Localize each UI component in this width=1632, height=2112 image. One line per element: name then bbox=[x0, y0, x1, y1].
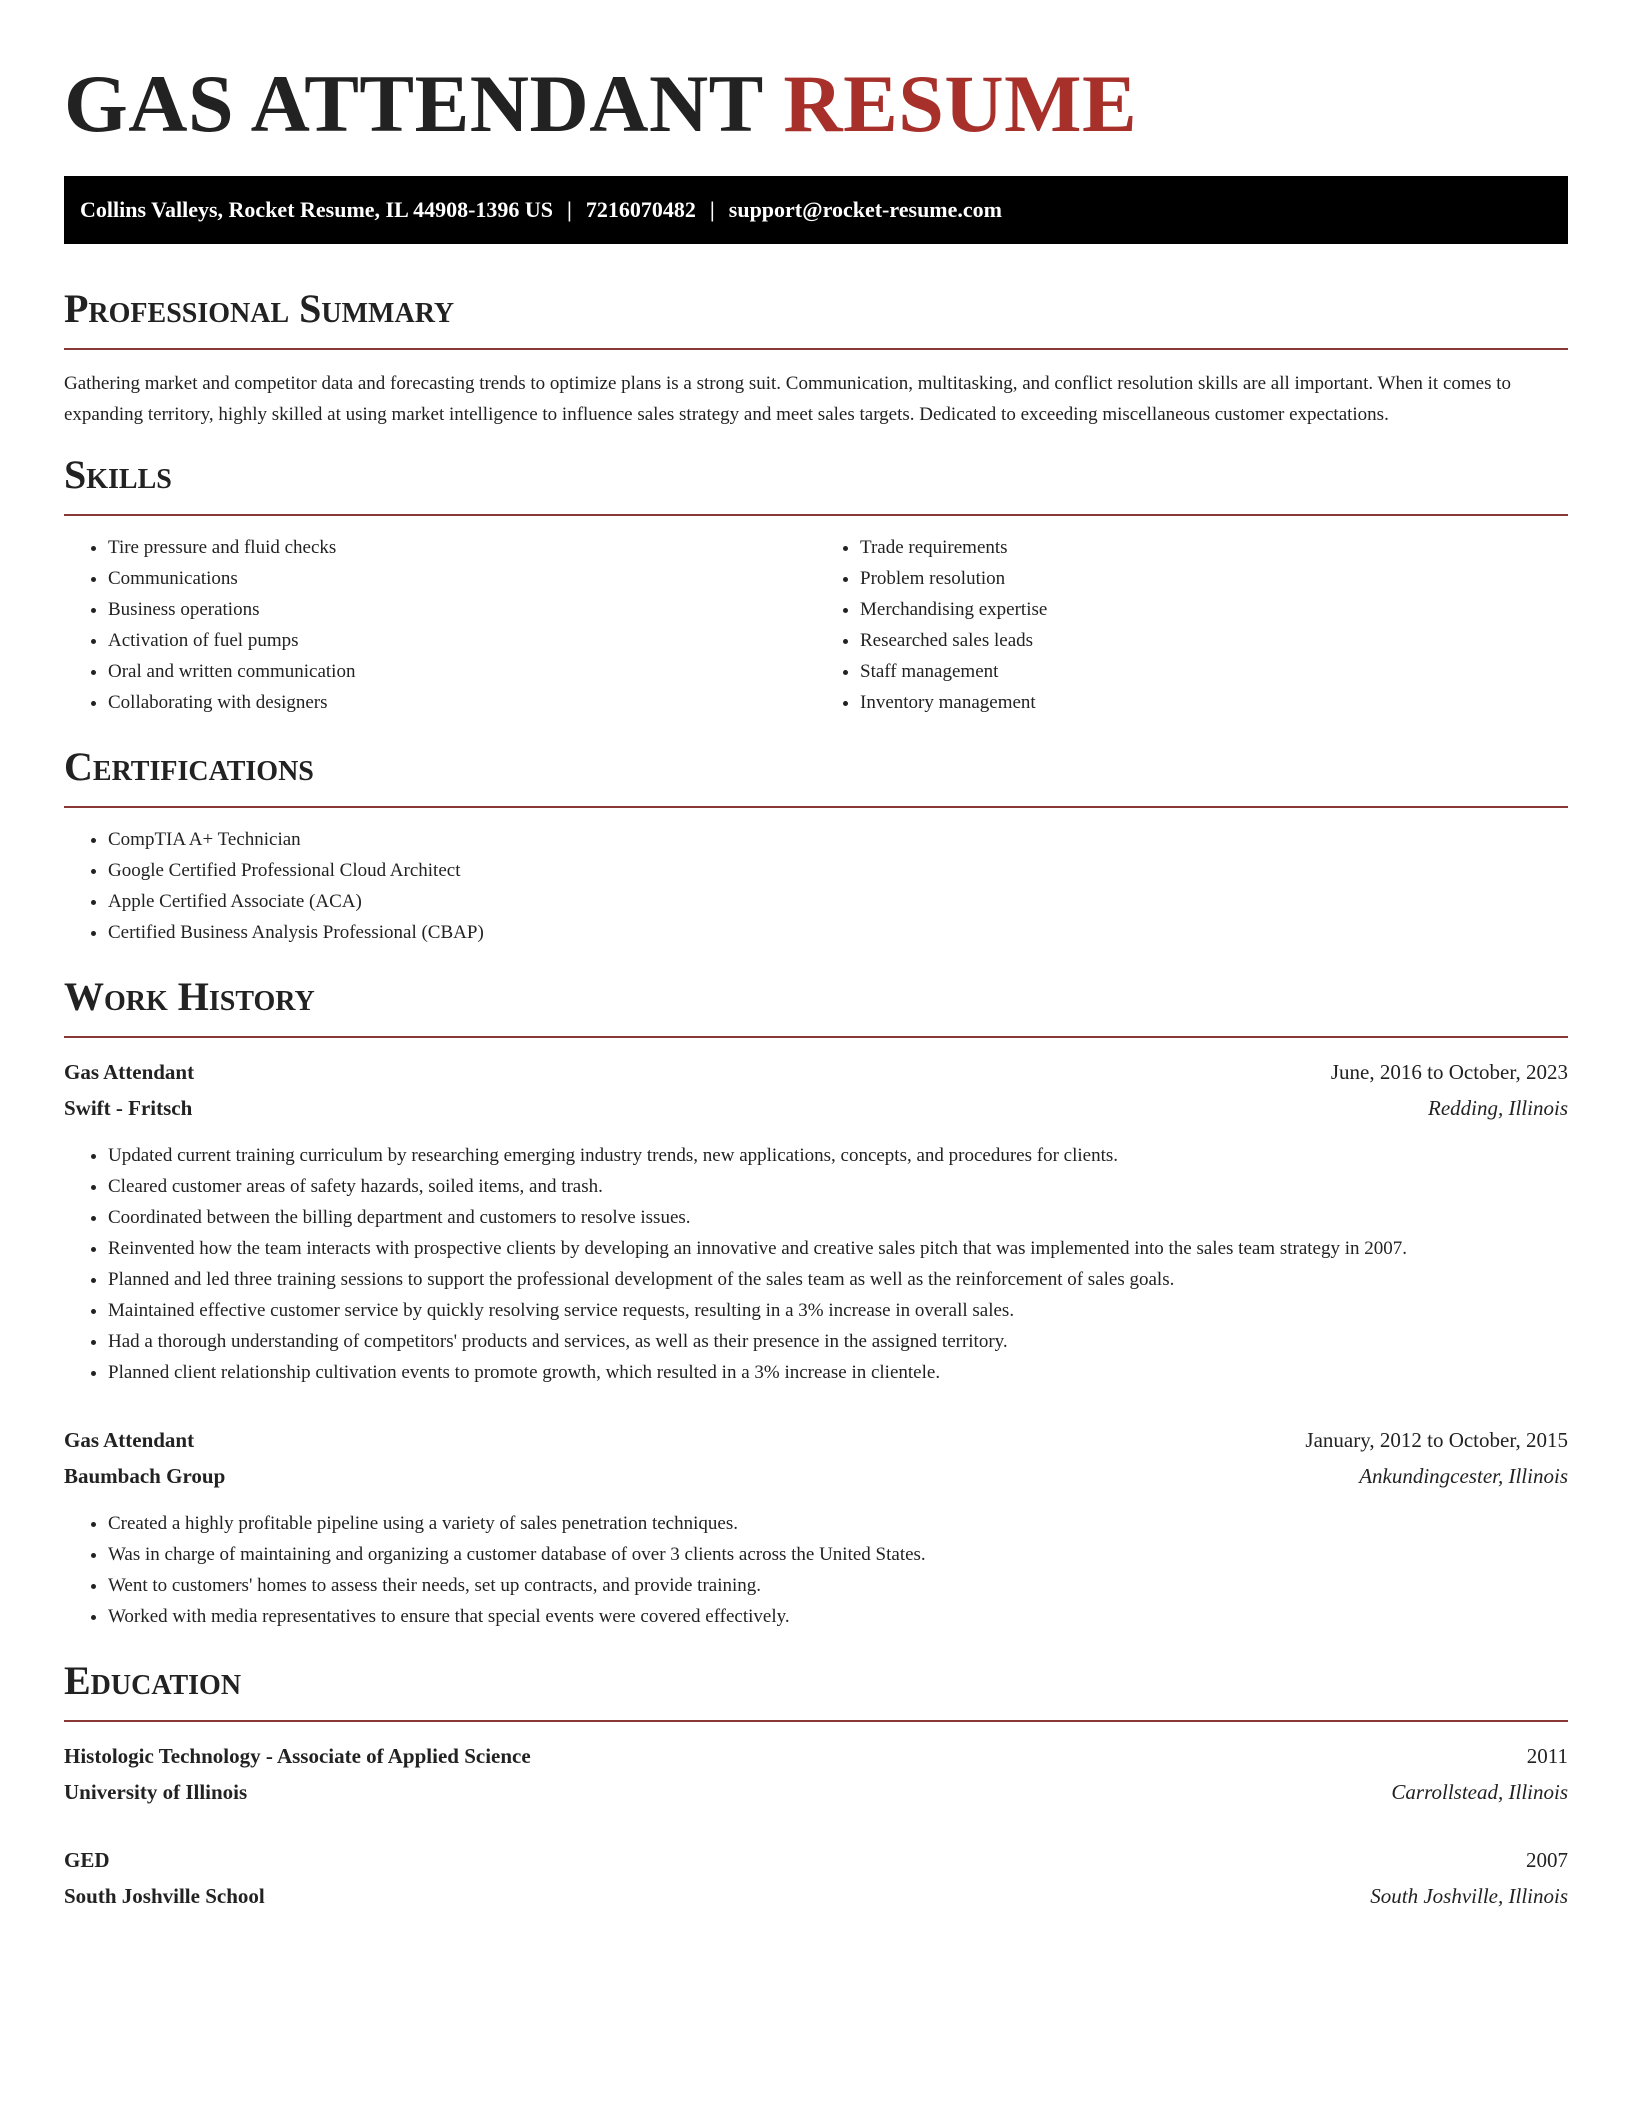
certifications-list bbox=[64, 824, 1568, 948]
section-title-education: Education bbox=[64, 1658, 242, 1703]
skill-item: • Collaborating with designers bbox=[108, 687, 816, 718]
job-company: Baumbach Group bbox=[64, 1464, 226, 1488]
education-school: University of Illinois bbox=[64, 1780, 248, 1804]
education-section bbox=[64, 1656, 1568, 1914]
skill-item: • Staff management bbox=[860, 656, 1568, 687]
summary-section bbox=[64, 284, 1568, 430]
education-school: South Joshville School bbox=[64, 1884, 265, 1908]
education-degree: Histologic Technology - Associate of Applied Science bbox=[64, 1744, 531, 1768]
education-school-row bbox=[64, 1878, 1568, 1914]
skill-item: • Business operations bbox=[108, 594, 816, 625]
skills-list-left bbox=[64, 532, 816, 718]
contact-bar bbox=[64, 176, 1568, 244]
job-bullet: • Planned and led three training sessions to support the professional development of the sales team as well as the reinforcement of sales goals. bbox=[108, 1264, 1568, 1295]
section-divider bbox=[64, 1036, 1568, 1038]
education-degree-row bbox=[64, 1842, 1568, 1878]
job-dates: January, 2012 to October, 2015 bbox=[1305, 1428, 1568, 1452]
job-entry bbox=[64, 1422, 1568, 1632]
job-role: Gas Attendant bbox=[64, 1060, 195, 1084]
education-entry bbox=[64, 1842, 1568, 1914]
skill-item: • Activation of fuel pumps bbox=[108, 625, 816, 656]
certifications-section bbox=[64, 742, 1568, 948]
job-bullet: • Reinvented how the team interacts with prospective clients by developing an innovative and creative sales pitch that was implemented into the sales team strategy in 2007. bbox=[108, 1233, 1568, 1264]
skills-columns bbox=[64, 532, 1568, 718]
section-title-skills: Skills bbox=[64, 452, 172, 497]
job-bullets bbox=[64, 1140, 1568, 1388]
job-header-row bbox=[64, 1054, 1568, 1090]
certification-item: • CompTIA A+ Technician bbox=[108, 824, 1568, 855]
job-bullet: • Was in charge of maintaining and organizing a customer database of over 3 clients across the United States. bbox=[108, 1539, 1568, 1570]
education-location: South Joshville, Illinois bbox=[1370, 1884, 1568, 1908]
resume-page bbox=[64, 56, 1568, 1914]
education-location: Carrollstead, Illinois bbox=[1391, 1780, 1568, 1804]
skills-section bbox=[64, 450, 1568, 718]
job-bullet: • Updated current training curriculum by researching emerging industry trends, new applications, concepts, and procedures for clients. bbox=[108, 1140, 1568, 1171]
job-bullet: • Coordinated between the billing department and customers to resolve issues. bbox=[108, 1202, 1568, 1233]
job-location: Ankundingcester, Illinois bbox=[1359, 1464, 1568, 1488]
certification-item: • Certified Business Analysis Professional (CBAP) bbox=[108, 917, 1568, 948]
contact-separator: | bbox=[567, 197, 572, 222]
section-title-work: Work History bbox=[64, 974, 315, 1019]
section-title-summary: Professional Summary bbox=[64, 286, 455, 331]
job-bullet: • Had a thorough understanding of competitors' products and services, as well as their presence in the assigned territory. bbox=[108, 1326, 1568, 1357]
skill-item: • Tire pressure and fluid checks bbox=[108, 532, 816, 563]
work-section bbox=[64, 972, 1568, 1632]
section-divider bbox=[64, 348, 1568, 350]
job-location: Redding, Illinois bbox=[1428, 1096, 1568, 1120]
education-entry bbox=[64, 1738, 1568, 1810]
contact-address: Collins Valleys, Rocket Resume, IL 44908-1396 US bbox=[80, 197, 554, 222]
education-year: 2007 bbox=[1526, 1848, 1568, 1872]
job-bullet: • Cleared customer areas of safety hazards, soiled items, and trash. bbox=[108, 1171, 1568, 1202]
section-divider bbox=[64, 1720, 1568, 1722]
job-header-row bbox=[64, 1422, 1568, 1458]
summary-text: Gathering market and competitor data and forecasting trends to optimize plans is a strong suit. Communication, multitasking, and conflict resolution skills are all important. When it comes to expanding territory, highly skilled at using market intelligence to influence sales strategy and meet sales targets. Dedicated to exceeding miscellaneous customer expectations. bbox=[64, 373, 1512, 425]
education-degree: GED bbox=[64, 1848, 110, 1872]
title-accent: RESUME bbox=[783, 58, 1138, 149]
section-divider bbox=[64, 806, 1568, 808]
skill-item: • Oral and written communication bbox=[108, 656, 816, 687]
skill-item: • Merchandising expertise bbox=[860, 594, 1568, 625]
section-title-certifications: Certifications bbox=[64, 744, 314, 789]
job-bullet: • Worked with media representatives to ensure that special events were covered effectively. bbox=[108, 1601, 1568, 1632]
contact-separator: | bbox=[709, 197, 715, 222]
job-bullet: • Went to customers' homes to assess their needs, set up contracts, and provide training. bbox=[108, 1570, 1568, 1601]
certification-item: • Apple Certified Associate (ACA) bbox=[108, 886, 1568, 917]
title-main: GAS ATTENDANT bbox=[64, 58, 763, 149]
job-bullet: • Planned client relationship cultivation events to promote growth, which resulted in a 3% increase in clientele. bbox=[108, 1357, 1568, 1388]
skill-item: • Problem resolution bbox=[860, 563, 1568, 594]
resume-title bbox=[64, 56, 1568, 152]
job-bullet: • Created a highly profitable pipeline using a variety of sales penetration techniques. bbox=[108, 1508, 1568, 1539]
education-degree-row bbox=[64, 1738, 1568, 1774]
certification-item: • Google Certified Professional Cloud Architect bbox=[108, 855, 1568, 886]
contact-email: support@rocket-resume.com bbox=[728, 197, 1002, 222]
job-company-row bbox=[64, 1090, 1568, 1126]
education-year: 2011 bbox=[1526, 1744, 1568, 1768]
job-bullet: • Maintained effective customer service by quickly resolving service requests, resulting in a 3% increase in overall sales. bbox=[108, 1295, 1568, 1326]
contact-phone: 7216070482 bbox=[585, 197, 696, 222]
section-divider bbox=[64, 514, 1568, 516]
skill-item: • Trade requirements bbox=[860, 532, 1568, 563]
job-role: Gas Attendant bbox=[64, 1428, 195, 1452]
skill-item: • Inventory management bbox=[860, 687, 1568, 718]
skill-item: • Researched sales leads bbox=[860, 625, 1568, 656]
education-school-row bbox=[64, 1774, 1568, 1810]
job-dates: June, 2016 to October, 2023 bbox=[1330, 1060, 1568, 1084]
skills-list-right bbox=[816, 532, 1568, 718]
skill-item: • Communications bbox=[108, 563, 816, 594]
job-bullets bbox=[64, 1508, 1568, 1632]
job-company-row bbox=[64, 1458, 1568, 1494]
job-company: Swift - Fritsch bbox=[64, 1096, 193, 1120]
job-entry bbox=[64, 1054, 1568, 1388]
